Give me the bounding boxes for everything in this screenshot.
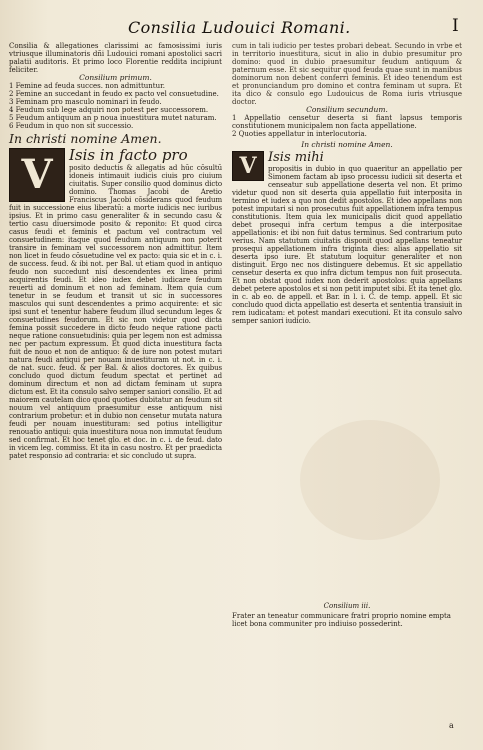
summary-item: 1 Appellatio censetur deserta si fiant lapsus temporis constitutionem municipalem non facta appellatione. xyxy=(232,114,462,130)
consilium-heading: Consilium iii. xyxy=(323,602,371,610)
next-consilium xyxy=(232,602,462,628)
consilium-body: posito deductis & allegatis ad hūc cōsultū idoneis intimauit iudicis ciuis pro ciuium ciuitatis. Super consilio quod dominus dicto domino. Thomas Jacobi de Aretio Franciscus Jacobi cōsiderans quod feudum fuit in successione eius liberatū: a morte iudicis nec iuribus ipsius. Et in primo casu generaliter & in secundo casu & tertio casu diuersimode posito & reponito: Et quod circa casus feudi et feminis et pactum vel contractum vel consuetudinem: itaque quod feudum antiquum non poterit transire in feminam vel successorem non admittitur. Item non licet in feudo cōsuetudine vel ex pacto: quia sic et in c. i. de success. feud. & ibi not. per Bal. ut etiam quod in antiquo feudo non succedunt nisi descendentes ex linea primi acquirentis feudi. Et ideo iudex debet iudicare feudum reuerti ad dominum et non ad feminam. Item quia cum tenetur in se feudum et transit ut sic in successores masculos qui sunt descendentes a primo acquirente: et sic ipsi sunt et tenentur habere feudum illud secundum leges & consuetudines feudorum. Et sic non videtur quod dicta femina possit succedere in dicto feudo neque ratione pacti neque ratione consuetudinis: quia per legem non est admissa nec per pactum expressum. Et quod dicta inuestitura facta fuit de nouo et non de antiquo: & de iure non potest mutari natura feudi antiqui per nouam inuestituram ut not. in c. i. de nat. succ. feud. & per Bal. & alios doctores. Ex quibus concludo quod dictum feudum spectat et pertinet ad dominum directum et non ad dictam feminam ut supra dictum est. Et ita consulo salvo semper saniori consilio. Et ad maiorem cautelam dico quod quoties dubitatur an feudum sit nouum vel antiquum praesumitur esse antiquum nisi contrarium probetur: et in dubio non censetur mutata natura feudi per nouam inuestituram: sed potius intelligitur renouatio antiqui: quia inuestitura noua non immutat feudum sed confirmat. Et hoc tenet glo. et doc. in c. i. de feud. dato in vicem leg. commiss. Et ita in casu nostro. Et per praedicta patet responsio ad contraria: et sic concludo ut supra. xyxy=(9,164,225,460)
intro-paragraph: Consilia & allegationes clarissimi ac famosissimi iuris vtriusque illuminatoris dñi Ludouici romani apostolici sacri palatii auditoris. Et primo loco Florentie reddita incipiunt feliciter. xyxy=(9,42,222,74)
signature-mark: a xyxy=(449,721,454,730)
invocation-heading: In christi nomine Amen. xyxy=(9,131,162,146)
left-column xyxy=(9,42,225,732)
incipit-line: Isis mihi xyxy=(268,150,324,165)
summary-item: 1 Femine ad feuda succes. non admittuntur. xyxy=(9,82,165,90)
decorated-initial xyxy=(232,151,264,181)
folio-number: I xyxy=(452,16,459,36)
initial-letter: V xyxy=(239,153,257,179)
invocation-heading: In christi nomine Amen. xyxy=(301,140,393,149)
decorated-initial xyxy=(9,148,65,202)
page-header xyxy=(0,16,483,42)
consilium-heading: Consilium secundum. xyxy=(306,105,388,114)
summary-item: 5 Feudum antiquum an p noua inuestitura mutet naturam. xyxy=(9,114,217,122)
right-column xyxy=(232,42,465,612)
initial-letter: V xyxy=(21,151,53,198)
summary-heading: Consilium primum. xyxy=(79,73,152,82)
summary-item: 4 Feudum sub lege adquiri non potest per successorem. xyxy=(9,106,209,114)
consilium-summary: Frater an teneatur communicare fratri proprio nomine empta licet bona communiter pro indiuiso possederint. xyxy=(232,612,451,628)
summary-item: 2 Quoties appellatur in interlocutoria. xyxy=(232,130,367,138)
continued-text: cum in tali iudicio per testes probari debeat. Secundo in vrbe et in territorio inuestitura, sicut in alio in dubio presumitur pro domino: quod in dubio praesumitur feudum antiquum & paternum esse. Et sic sequitur quod feuda quae sunt in manibus dominorum non debent conferri feminis. Et ideo tenendum est et pronunciandum pro domino et contra feminam ut supra. Et ita dico & consulo ego Ludouicus de Roma iuris vtriusque doctor. xyxy=(232,42,462,106)
running-title: Consilia Ludouici Romani. xyxy=(128,18,351,37)
consilium-body: propositis in dubio in quo quaeritur an appellatio per Simonem factam ab ipso processu iudicii sit deserta et censeatur sub appellatione deserta vel non. Et primo videtur quod non sit deserta quia appellatio fuit interposita in termino et iudex a quo non dedit apostolos. Et ideo appellans non potest imputari si non prosecutus fuit appellationem infra tempus constitutionis. Item quia lex municipalis dicit quod appellatio debet prosequi infra certum tempus a die interpositae appellationis: et ibi non fuit datus terminus. Sed contrarium puto verius. Nam statutum ciuitatis disponit quod appellans teneatur prosequi appellationem infra triginta dies: alias appellatio sit deserta ipso iure. Et statutum loquitur generaliter et non distinguit. Ergo nec nos distinguere debemus. Et sic appellatio censetur deserta ex quo infra dictum tempus non fuit prosecuta. Et non obstat quod iudex non dederit apostolos: quia appellans debet petere apostolos et si non petit imputet sibi. Et ita tenet glo. in c. ab eo. de appell. et Bar. in l. i. C. de temp. appell. Et sic concludo quod dicta appellatio est deserta et sententia transiuit in rem iudicatam: et potest mandari executioni. Et ita consulo salvo semper saniori iudicio. xyxy=(232,165,465,325)
summary-item: 2 Femine an succedant in feudo ex pacto vel consuetudine. xyxy=(9,90,219,98)
summary-item: 6 Feudum in quo non sit successio. xyxy=(9,122,134,130)
incipit-line: Isis in facto pro xyxy=(69,146,188,164)
summary-item: 3 Feminam pro masculo nominari in feudo. xyxy=(9,98,162,106)
